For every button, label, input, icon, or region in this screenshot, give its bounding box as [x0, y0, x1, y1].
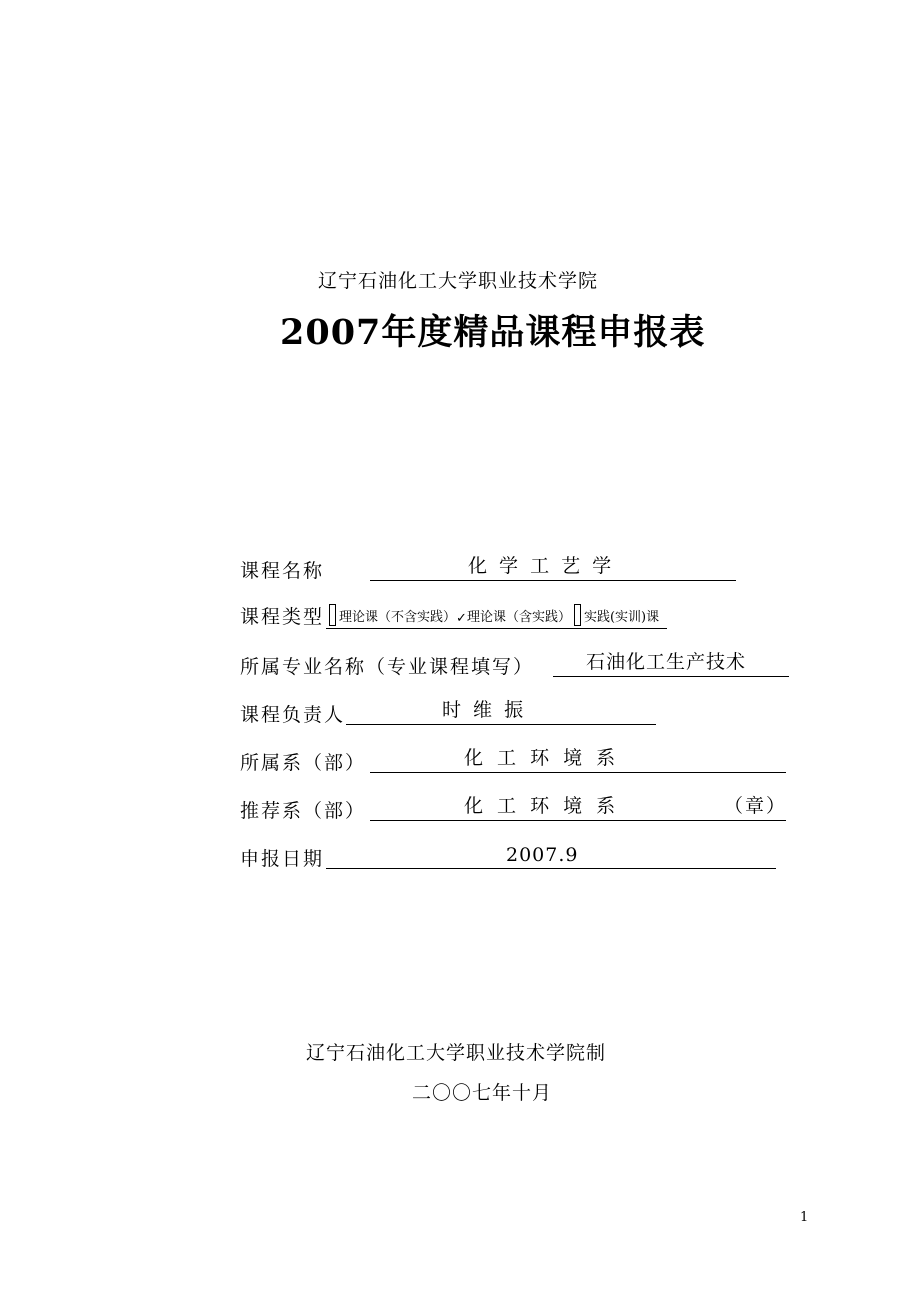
option-practice: 实践(实训)课 [583, 610, 660, 625]
institution-name: 辽宁石油化工大学职业技术学院 [318, 270, 599, 292]
department-value: 化 工 环 境 系 [464, 747, 620, 769]
department-label: 所属系（部） [240, 752, 367, 774]
course-name-value: 化 学 工 艺 学 [468, 555, 615, 577]
date-value: 2007.9 [506, 844, 579, 866]
course-name-field[interactable] [370, 556, 736, 581]
recommender-value: 化 工 环 境 系 [464, 795, 620, 817]
option-theory-with-practice: 理论课（含实践） [466, 610, 571, 625]
course-type-options [326, 604, 667, 629]
checkbox-theory-no-practice[interactable] [329, 604, 336, 626]
course-type-row [240, 602, 667, 629]
leader-field[interactable] [346, 700, 656, 725]
option-theory-no-practice: 理论课（不含实践） [339, 610, 457, 625]
check-mark-icon[interactable]: ✓ [456, 611, 467, 626]
leader-label: 课程负责人 [240, 704, 346, 726]
footer-date: 二〇〇七年十月 [412, 1082, 553, 1104]
recommender-field[interactable] [370, 796, 786, 821]
leader-value: 时 维 振 [442, 699, 527, 721]
checkbox-practice[interactable] [574, 604, 581, 626]
recommender-label: 推荐系（部） [240, 800, 367, 822]
course-name-label: 课程名称 [240, 560, 325, 582]
page-title: 2007年度精品课程申报表 [280, 312, 706, 353]
seal-text: （章） [724, 795, 788, 817]
page-number: 1 [800, 1210, 809, 1225]
major-label: 所属专业名称（专业课程填写） [240, 656, 535, 678]
major-field[interactable] [553, 652, 789, 677]
date-label: 申报日期 [240, 848, 325, 870]
course-type-label: 课程类型 [240, 606, 325, 628]
major-value: 石油化工生产技术 [586, 651, 747, 673]
department-field[interactable] [370, 748, 786, 773]
date-field[interactable] [326, 844, 776, 869]
footer-institution: 辽宁石油化工大学职业技术学院制 [306, 1042, 607, 1064]
